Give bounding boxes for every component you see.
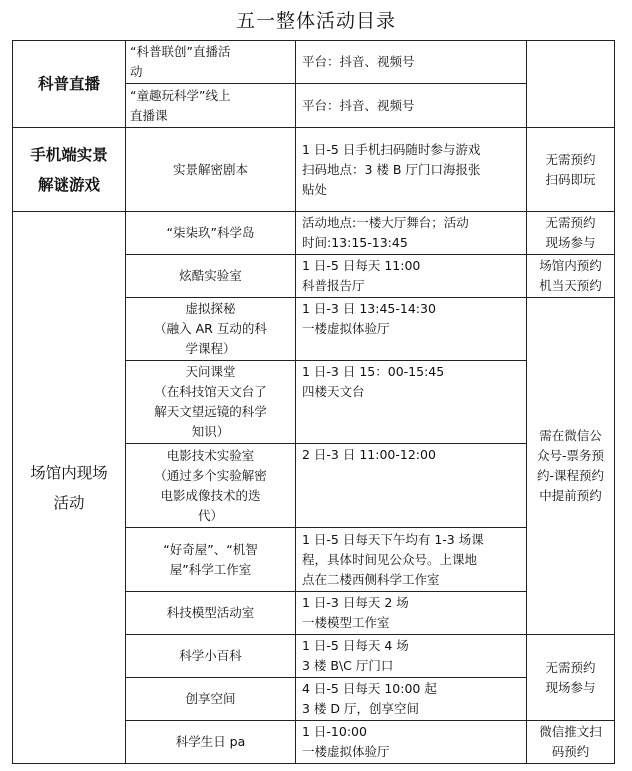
activity-cell: 科技模型活动室: [126, 592, 296, 635]
activity-cell: “柒柒玖”科学岛: [126, 212, 296, 255]
info-cell: 平台：抖音、视频号: [296, 41, 527, 84]
info-cell: 1 日-5 日每天 4 场 3 楼 B\C 厅门口: [296, 635, 527, 678]
table-row: [13, 128, 615, 212]
info-cell: 平台：抖音、视频号: [296, 84, 527, 128]
note-cell: 无需预约 现场参与: [527, 212, 615, 255]
table-row: [13, 212, 615, 255]
note-cell: 场馆内预约 机当天预约: [527, 255, 615, 298]
info-cell: 活动地点:一楼大厅舞台；活动 时间:13:15-13:45: [296, 212, 527, 255]
info-cell: 2 日-3 日 11:00-12:00: [296, 444, 527, 528]
table-row: [13, 41, 615, 84]
activity-cell: 电影技术实验室 （通过多个实验解密 电影成像技术的迭 代）: [126, 444, 296, 528]
info-cell: 4 日-5 日每天 10:00 起 3 楼 D 厅，创享空间: [296, 678, 527, 721]
activity-cell: 天问课堂 （在科技馆天文台了 解天文望远镜的科学 知识）: [126, 361, 296, 444]
category-cell: 科普直播: [13, 41, 126, 128]
info-cell: 1 日-3 日每天 2 场 一楼模型工作室: [296, 592, 527, 635]
info-cell: 1 日-5 日手机扫码随时参与游戏 扫码地点：3 楼 B 厅门口海报张 贴处: [296, 128, 527, 212]
activity-cell: “童趣玩科学”线上 直播课: [126, 84, 296, 128]
activity-cell: 创享空间: [126, 678, 296, 721]
category-cell: 场馆内现场 活动: [13, 212, 126, 764]
activity-cell: 科学小百科: [126, 635, 296, 678]
activity-cell: “科普联创”直播活 动: [126, 41, 296, 84]
note-cell: 无需预约 扫码即玩: [527, 128, 615, 212]
activity-cell: 炫酷实验室: [126, 255, 296, 298]
info-cell: 1 日-3 日 15：00-15:45 四楼天文台: [296, 361, 527, 444]
info-cell: 1 日-5 日每天下午均有 1-3 场课 程，具体时间见公众号。上课地 点在二楼西侧科学工作室: [296, 528, 527, 592]
activity-table: [12, 40, 615, 764]
note-cell-booking: 需在微信公 众号-票务预 约-课程预约 中提前预约: [527, 298, 615, 635]
activity-cell: 虚拟探秘 （融入 AR 互动的科 学课程）: [126, 298, 296, 361]
info-cell: 1 日-5 日每天 11:00 科普报告厅: [296, 255, 527, 298]
category-cell: 手机端实景 解谜游戏: [13, 128, 126, 212]
info-cell: 1 日-10:00 一楼虚拟体验厅: [296, 721, 527, 764]
note-cell: 微信推文扫 码预约: [527, 721, 615, 764]
info-cell: 1 日-3 日 13:45-14:30 一楼虚拟体验厅: [296, 298, 527, 361]
activity-cell: 科学生日 pa: [126, 721, 296, 764]
activity-cell: 实景解密剧本: [126, 128, 296, 212]
note-cell: [527, 41, 615, 128]
note-cell-walkin: 无需预约 现场参与: [527, 635, 615, 721]
activity-cell: “好奇屋”、“机智 屋”科学工作室: [126, 528, 296, 592]
page-title: 五一整体活动目录: [235, 10, 396, 32]
